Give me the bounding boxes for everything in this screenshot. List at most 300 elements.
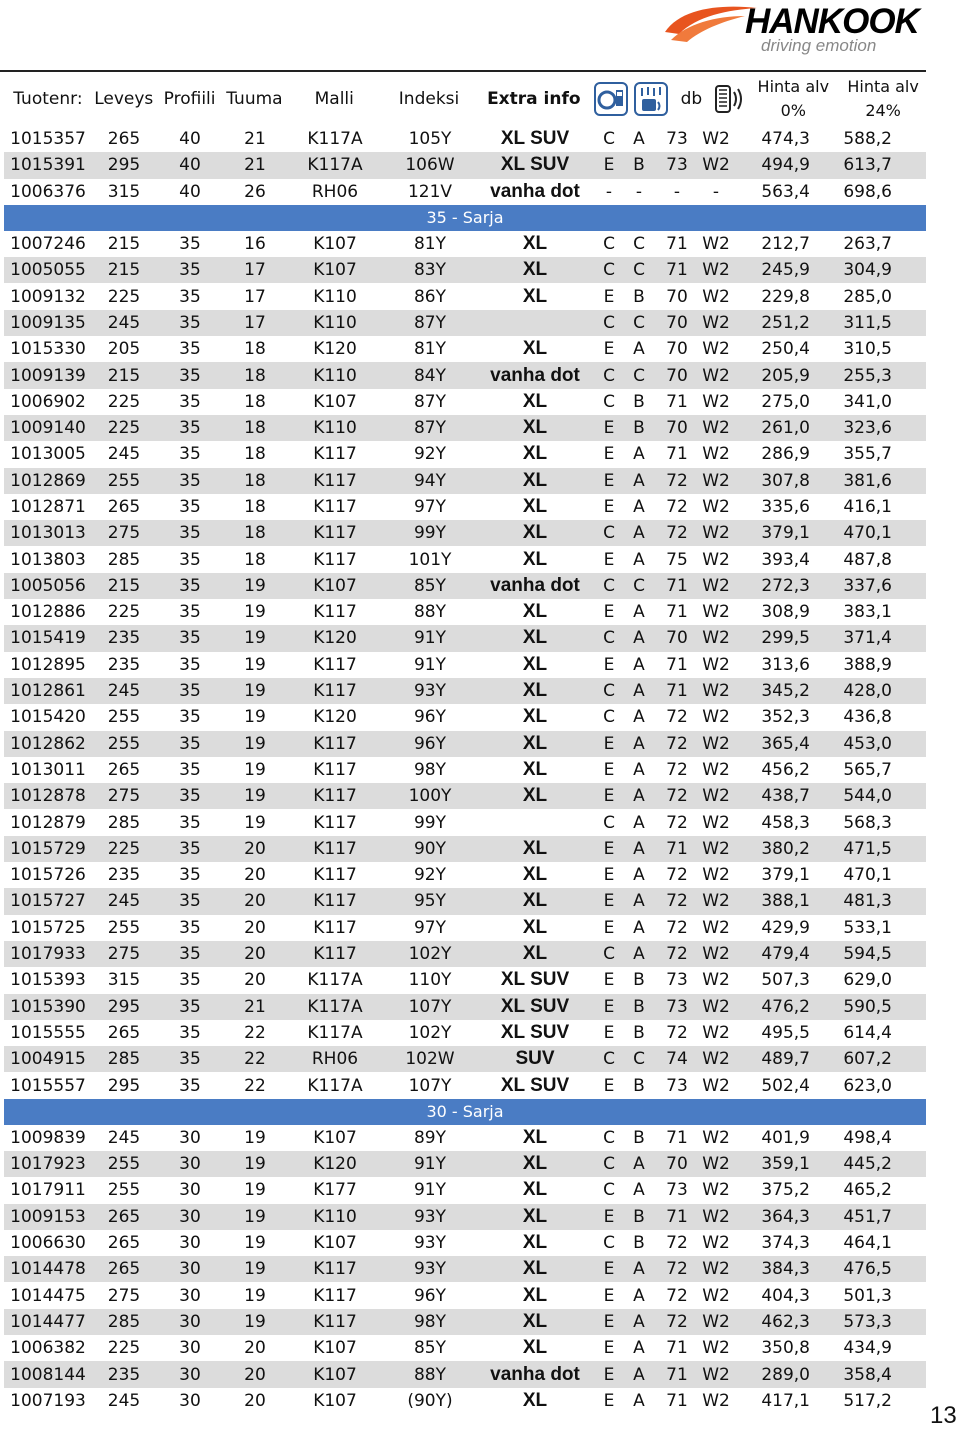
table-row xyxy=(4,231,926,257)
cell-extra-info: XL xyxy=(522,601,548,623)
cell-wet-grip-class: B xyxy=(633,1022,645,1043)
cell-noise-class: W2 xyxy=(702,523,730,544)
cell-profiili: 35 xyxy=(179,707,201,728)
cell-wet-grip-class: A xyxy=(633,681,645,702)
table-row xyxy=(4,152,926,178)
cell-db: 72 xyxy=(666,523,688,544)
cell-tuotenr: 1015330 xyxy=(10,339,86,360)
cell-tuuma: 18 xyxy=(244,339,266,360)
cell-db: - xyxy=(673,181,681,202)
cell-fuel-class: E xyxy=(603,733,615,754)
cell-profiili: 35 xyxy=(179,470,201,491)
table-row xyxy=(4,1046,926,1072)
cell-price-alv24: 487,8 xyxy=(843,549,892,570)
cell-price-alv0: 261,0 xyxy=(761,418,810,439)
cell-tuuma: 19 xyxy=(244,812,266,833)
cell-price-alv0: 289,0 xyxy=(761,1364,810,1385)
cell-malli: K117 xyxy=(313,786,357,807)
cell-indeksi: 110Y xyxy=(408,970,452,991)
cell-extra-info: XL xyxy=(522,1337,548,1359)
cell-tuotenr: 1005056 xyxy=(10,575,86,596)
cell-profiili: 40 xyxy=(179,155,201,176)
cell-db: 71 xyxy=(666,681,688,702)
cell-profiili: 35 xyxy=(179,970,201,991)
cell-tuotenr: 1009140 xyxy=(10,418,86,439)
cell-indeksi: 85Y xyxy=(413,1338,447,1359)
cell-fuel-class: E xyxy=(603,917,615,938)
cell-extra-info: XL SUV xyxy=(500,1021,570,1043)
cell-extra-info: XL xyxy=(522,1205,548,1227)
table-row xyxy=(4,362,926,388)
cell-tuuma: 22 xyxy=(244,1022,266,1043)
cell-profiili: 35 xyxy=(179,365,201,386)
cell-malli: K117 xyxy=(313,917,357,938)
cell-profiili: 35 xyxy=(179,339,201,360)
cell-noise-class: W2 xyxy=(702,628,730,649)
cell-malli: K117 xyxy=(313,497,357,517)
cell-noise-class: W2 xyxy=(702,129,730,150)
cell-indeksi: 81Y xyxy=(413,339,447,360)
cell-price-alv24: 464,1 xyxy=(843,1233,892,1254)
cell-tuuma: 20 xyxy=(244,917,266,938)
cell-indeksi: 87Y xyxy=(413,312,447,333)
cell-fuel-class: E xyxy=(603,1075,615,1096)
cell-tuuma: 19 xyxy=(244,786,266,807)
cell-indeksi: 86Y xyxy=(413,286,447,307)
cell-extra-info: XL xyxy=(522,338,548,360)
cell-profiili: 30 xyxy=(179,1364,201,1385)
cell-fuel-class: E xyxy=(603,786,615,807)
cell-leveys: 215 xyxy=(107,365,141,386)
cell-wet-grip-class: B xyxy=(633,286,645,307)
table-row xyxy=(4,1388,926,1414)
cell-price-alv24: 416,1 xyxy=(843,497,892,517)
cell-extra-info: XL xyxy=(522,1179,548,1201)
cell-price-alv24: 255,3 xyxy=(843,365,892,386)
cell-fuel-class: E xyxy=(603,286,615,307)
cell-profiili: 40 xyxy=(179,181,201,202)
cell-price-alv0: 494,9 xyxy=(761,155,810,176)
cell-price-alv0: 379,1 xyxy=(761,865,810,886)
table-header xyxy=(4,72,926,126)
cell-extra-info: XL xyxy=(522,1310,548,1332)
cell-price-alv24: 383,1 xyxy=(843,602,892,623)
cell-extra-info: XL xyxy=(522,522,548,544)
table-row xyxy=(4,126,926,152)
cell-leveys: 215 xyxy=(107,234,141,255)
cell-tuuma: 18 xyxy=(244,549,266,570)
cell-tuotenr: 1015729 xyxy=(10,838,86,859)
cell-wet-grip-class: B xyxy=(633,1075,645,1096)
cell-tuotenr: 1006902 xyxy=(10,391,86,412)
cell-price-alv0: 251,2 xyxy=(761,312,810,333)
cell-fuel-class: E xyxy=(603,654,615,675)
cell-noise-class: W2 xyxy=(702,1259,730,1280)
cell-tuuma: 21 xyxy=(244,996,266,1017)
cell-tuotenr: 1013005 xyxy=(10,444,86,465)
table-row xyxy=(4,1072,926,1098)
cell-leveys: 285 xyxy=(107,812,141,833)
table-row xyxy=(4,310,926,336)
cell-indeksi: 102W xyxy=(405,1049,455,1070)
cell-leveys: 245 xyxy=(107,312,141,333)
cell-leveys: 265 xyxy=(107,1259,141,1280)
cell-tuotenr: 1015419 xyxy=(10,628,86,649)
cell-indeksi: 88Y xyxy=(413,602,447,623)
cell-db: 71 xyxy=(666,1390,688,1411)
cell-noise-class: W2 xyxy=(702,497,730,517)
cell-tuotenr: 1017923 xyxy=(10,1154,86,1175)
cell-fuel-class: E xyxy=(603,549,615,570)
cell-db: 75 xyxy=(666,549,688,570)
cell-profiili: 35 xyxy=(179,575,201,596)
cell-price-alv24: 465,2 xyxy=(843,1180,892,1201)
cell-price-alv0: 384,3 xyxy=(761,1259,810,1280)
cell-profiili: 35 xyxy=(179,497,201,517)
cell-extra-info: XL xyxy=(522,548,548,570)
cell-price-alv0: 462,3 xyxy=(761,1311,810,1332)
cell-malli: K117A xyxy=(307,129,363,150)
cell-leveys: 265 xyxy=(107,497,141,517)
cell-profiili: 30 xyxy=(179,1259,201,1280)
cell-profiili: 30 xyxy=(179,1390,201,1411)
table-row xyxy=(4,915,926,941)
cell-price-alv24: 517,2 xyxy=(843,1390,892,1411)
cell-noise-class: W2 xyxy=(702,996,730,1017)
col-price-alv0 xyxy=(746,75,840,123)
table-row xyxy=(4,494,926,520)
cell-indeksi: 91Y xyxy=(413,1180,447,1201)
cell-price-alv24: 388,9 xyxy=(843,654,892,675)
cell-fuel-class: C xyxy=(603,1233,615,1254)
cell-wet-grip-class: A xyxy=(633,129,645,150)
cell-db: 73 xyxy=(666,129,688,150)
cell-extra-info: XL xyxy=(522,1258,548,1280)
cell-noise-class: W2 xyxy=(702,312,730,333)
cell-leveys: 265 xyxy=(107,759,141,780)
cell-fuel-class: E xyxy=(603,1259,615,1280)
cell-noise-class: W2 xyxy=(702,1206,730,1227)
cell-tuuma: 19 xyxy=(244,733,266,754)
cell-db: 72 xyxy=(666,1311,688,1332)
cell-price-alv24: 476,5 xyxy=(843,1259,892,1280)
cell-tuotenr: 1009135 xyxy=(10,312,86,333)
cell-wet-grip-class: A xyxy=(633,1311,645,1332)
cell-malli: K117 xyxy=(313,1259,357,1280)
cell-profiili: 35 xyxy=(179,260,201,281)
cell-tuuma: 17 xyxy=(244,312,266,333)
cell-tuuma: 18 xyxy=(244,418,266,439)
cell-price-alv0: 429,9 xyxy=(761,917,810,938)
price-table xyxy=(4,72,926,1414)
cell-price-alv0: 286,9 xyxy=(761,444,810,465)
cell-noise-class: W2 xyxy=(702,970,730,991)
cell-profiili: 35 xyxy=(179,733,201,754)
cell-price-alv0: 350,8 xyxy=(761,1338,810,1359)
cell-tuuma: 19 xyxy=(244,1206,266,1227)
cell-leveys: 275 xyxy=(107,523,141,544)
cell-extra-info: XL xyxy=(522,627,548,649)
cell-indeksi: 85Y xyxy=(413,575,447,596)
cell-tuuma: 20 xyxy=(244,970,266,991)
cell-noise-class: W2 xyxy=(702,444,730,465)
cell-leveys: 275 xyxy=(107,944,141,965)
cell-malli: K117 xyxy=(313,1311,357,1332)
page-number: 13 xyxy=(930,1402,957,1429)
cell-tuuma: 18 xyxy=(244,391,266,412)
cell-noise-class: W2 xyxy=(702,365,730,386)
cell-fuel-class: C xyxy=(603,365,615,386)
brand-name: HANKOOK xyxy=(745,2,919,41)
cell-extra-info: XL xyxy=(522,1153,548,1175)
cell-price-alv0: 212,7 xyxy=(761,234,810,255)
table-row xyxy=(4,1151,926,1177)
cell-extra-info: XL xyxy=(522,837,548,859)
cell-tuotenr: 1009139 xyxy=(10,365,86,386)
cell-profiili: 35 xyxy=(179,234,201,255)
cell-price-alv0: 308,9 xyxy=(761,602,810,623)
cell-malli: K107 xyxy=(313,1390,357,1411)
cell-db: 71 xyxy=(666,1206,688,1227)
cell-extra-info: XL xyxy=(522,259,548,281)
cell-profiili: 30 xyxy=(179,1285,201,1306)
col-tuuma: Tuuma xyxy=(226,89,283,109)
table-body xyxy=(4,126,926,1414)
cell-tuuma: 20 xyxy=(244,944,266,965)
cell-indeksi: 105Y xyxy=(408,129,452,150)
cell-indeksi: 87Y xyxy=(413,391,447,412)
cell-db: 72 xyxy=(666,944,688,965)
cell-malli: K177 xyxy=(313,1180,357,1201)
cell-leveys: 225 xyxy=(107,838,141,859)
cell-malli: K110 xyxy=(313,286,357,307)
cell-price-alv24: 453,0 xyxy=(843,733,892,754)
cell-leveys: 225 xyxy=(107,418,141,439)
cell-db: 72 xyxy=(666,1259,688,1280)
cell-tuuma: 18 xyxy=(244,470,266,491)
cell-price-alv0: 393,4 xyxy=(761,549,810,570)
cell-indeksi: 107Y xyxy=(408,996,452,1017)
cell-extra-info: XL xyxy=(522,1232,548,1254)
cell-extra-info: XL SUV xyxy=(500,969,570,991)
cell-tuuma: 22 xyxy=(244,1075,266,1096)
cell-malli: K107 xyxy=(313,1364,357,1385)
cell-extra-info: XL xyxy=(522,680,548,702)
cell-tuotenr: 1012869 xyxy=(10,470,86,491)
cell-tuuma: 17 xyxy=(244,286,266,307)
cell-fuel-class: - xyxy=(605,181,613,202)
cell-indeksi: 102Y xyxy=(408,1022,452,1043)
table-row xyxy=(4,283,926,309)
cell-noise-class: W2 xyxy=(702,234,730,255)
cell-fuel-class: E xyxy=(603,891,615,912)
cell-wet-grip-class: A xyxy=(633,628,645,649)
cell-profiili: 30 xyxy=(179,1180,201,1201)
cell-tuuma: 18 xyxy=(244,497,266,517)
cell-price-alv0: 345,2 xyxy=(761,681,810,702)
table-row xyxy=(4,1230,926,1256)
cell-leveys: 295 xyxy=(107,996,141,1017)
cell-price-alv24: 573,3 xyxy=(843,1311,892,1332)
cell-price-alv0: 229,8 xyxy=(761,286,810,307)
cell-tuotenr: 1015727 xyxy=(10,891,86,912)
cell-db: 70 xyxy=(666,1154,688,1175)
cell-price-alv0: 417,1 xyxy=(761,1390,810,1411)
cell-wet-grip-class: B xyxy=(633,391,645,412)
cell-noise-class: W2 xyxy=(702,812,730,833)
cell-indeksi: 92Y xyxy=(413,444,447,465)
cell-price-alv0: 379,1 xyxy=(761,523,810,544)
table-row xyxy=(4,1204,926,1230)
cell-leveys: 245 xyxy=(107,1127,141,1148)
cell-db: 73 xyxy=(666,970,688,991)
cell-extra-info: XL xyxy=(522,390,548,412)
cell-wet-grip-class: A xyxy=(633,865,645,886)
cell-tuotenr: 1006630 xyxy=(10,1233,86,1254)
cell-extra-info: XL xyxy=(522,732,548,754)
cell-profiili: 35 xyxy=(179,838,201,859)
cell-wet-grip-class: B xyxy=(633,155,645,176)
cell-malli: K117A xyxy=(307,996,363,1017)
cell-tuotenr: 1017911 xyxy=(10,1180,86,1201)
cell-malli: K117 xyxy=(313,470,357,491)
cell-db: 73 xyxy=(666,1075,688,1096)
cell-price-alv24: 355,7 xyxy=(843,444,892,465)
cell-leveys: 245 xyxy=(107,681,141,702)
cell-db: 71 xyxy=(666,391,688,412)
cell-noise-class: W2 xyxy=(702,1390,730,1411)
cell-noise-class: W2 xyxy=(702,786,730,807)
cell-tuuma: 19 xyxy=(244,1180,266,1201)
cell-extra-info: XL xyxy=(522,758,548,780)
cell-price-alv24: 263,7 xyxy=(843,234,892,255)
cell-wet-grip-class: B xyxy=(633,996,645,1017)
cell-noise-class: W2 xyxy=(702,917,730,938)
cell-noise-class: W2 xyxy=(702,1364,730,1385)
cell-leveys: 255 xyxy=(107,707,141,728)
cell-wet-grip-class: C xyxy=(633,312,645,333)
cell-wet-grip-class: A xyxy=(633,1180,645,1201)
cell-tuotenr: 1006382 xyxy=(10,1338,86,1359)
cell-tuotenr: 1015391 xyxy=(10,155,86,176)
cell-noise-class: W2 xyxy=(702,681,730,702)
cell-noise-class: W2 xyxy=(702,1311,730,1332)
cell-wet-grip-class: C xyxy=(633,1049,645,1070)
cell-wet-grip-class: A xyxy=(633,1338,645,1359)
cell-db: 70 xyxy=(666,365,688,386)
table-row xyxy=(4,1282,926,1308)
cell-db: 72 xyxy=(666,1022,688,1043)
cell-tuotenr: 1013803 xyxy=(10,549,86,570)
cell-indeksi: 89Y xyxy=(413,1127,447,1148)
cell-malli: K117 xyxy=(313,523,357,544)
cell-wet-grip-class: A xyxy=(633,339,645,360)
cell-fuel-class: C xyxy=(603,681,615,702)
cell-price-alv0: 313,6 xyxy=(761,654,810,675)
cell-price-alv24: 470,1 xyxy=(843,865,892,886)
cell-profiili: 35 xyxy=(179,418,201,439)
cell-leveys: 315 xyxy=(107,970,141,991)
cell-profiili: 35 xyxy=(179,549,201,570)
fuel-efficiency-icon xyxy=(594,82,628,116)
cell-indeksi: 91Y xyxy=(413,1154,447,1175)
cell-fuel-class: E xyxy=(603,497,615,517)
cell-fuel-class: C xyxy=(603,260,615,281)
table-row xyxy=(4,1335,926,1361)
cell-leveys: 205 xyxy=(107,339,141,360)
table-row xyxy=(4,704,926,730)
cell-price-alv24: 623,0 xyxy=(843,1075,892,1096)
cell-extra-info: XL xyxy=(522,706,548,728)
cell-db: 71 xyxy=(666,838,688,859)
cell-malli: K110 xyxy=(313,418,357,439)
cell-price-alv0: 456,2 xyxy=(761,759,810,780)
col-price-alv24 xyxy=(840,75,926,123)
cell-wet-grip-class: B xyxy=(633,1127,645,1148)
cell-leveys: 225 xyxy=(107,1338,141,1359)
cell-extra-info: XL xyxy=(522,233,548,255)
cell-indeksi: 83Y xyxy=(413,260,447,281)
cell-profiili: 35 xyxy=(179,391,201,412)
cell-leveys: 315 xyxy=(107,181,141,202)
col-db: db xyxy=(680,89,703,109)
cell-leveys: 235 xyxy=(107,654,141,675)
cell-malli: K117 xyxy=(313,733,357,754)
col-profiili: Profiili xyxy=(163,89,216,109)
cell-profiili: 35 xyxy=(179,865,201,886)
cell-tuuma: 19 xyxy=(244,1154,266,1175)
cell-noise-class: W2 xyxy=(702,1180,730,1201)
table-row xyxy=(4,389,926,415)
cell-price-alv0: 272,3 xyxy=(761,575,810,596)
cell-price-alv24: 481,3 xyxy=(843,891,892,912)
cell-leveys: 265 xyxy=(107,1206,141,1227)
cell-tuotenr: 1015725 xyxy=(10,917,86,938)
cell-profiili: 35 xyxy=(179,891,201,912)
cell-price-alv0: 352,3 xyxy=(761,707,810,728)
cell-price-alv0: 479,4 xyxy=(761,944,810,965)
cell-extra-info: XL xyxy=(522,496,548,517)
cell-tuotenr: 1015557 xyxy=(10,1075,86,1096)
cell-tuotenr: 1014475 xyxy=(10,1285,86,1306)
cell-tuuma: 19 xyxy=(244,1285,266,1306)
cell-leveys: 275 xyxy=(107,786,141,807)
cell-extra-info: XL SUV xyxy=(500,995,570,1017)
cell-leveys: 235 xyxy=(107,865,141,886)
cell-indeksi: 96Y xyxy=(413,1285,447,1306)
cell-db: 71 xyxy=(666,1338,688,1359)
cell-malli: K107 xyxy=(313,1127,357,1148)
hankook-logo xyxy=(661,2,946,58)
cell-tuotenr: 1017933 xyxy=(10,944,86,965)
cell-price-alv24: 428,0 xyxy=(843,681,892,702)
cell-tuotenr: 1015726 xyxy=(10,865,86,886)
cell-profiili: 35 xyxy=(179,786,201,807)
cell-noise-class: W2 xyxy=(702,549,730,570)
cell-noise-class: W2 xyxy=(702,838,730,859)
cell-tuuma: 18 xyxy=(244,444,266,465)
cell-price-alv24: 311,5 xyxy=(843,312,892,333)
table-row xyxy=(4,336,926,362)
cell-price-alv24: 698,6 xyxy=(843,181,892,202)
cell-price-alv0: 438,7 xyxy=(761,786,810,807)
cell-malli: K110 xyxy=(313,312,357,333)
cell-malli: K117 xyxy=(313,759,357,780)
cell-tuotenr: 1007193 xyxy=(10,1390,86,1411)
cell-leveys: 245 xyxy=(107,1390,141,1411)
cell-price-alv24: 588,2 xyxy=(843,129,892,150)
cell-malli: K117 xyxy=(313,944,357,965)
